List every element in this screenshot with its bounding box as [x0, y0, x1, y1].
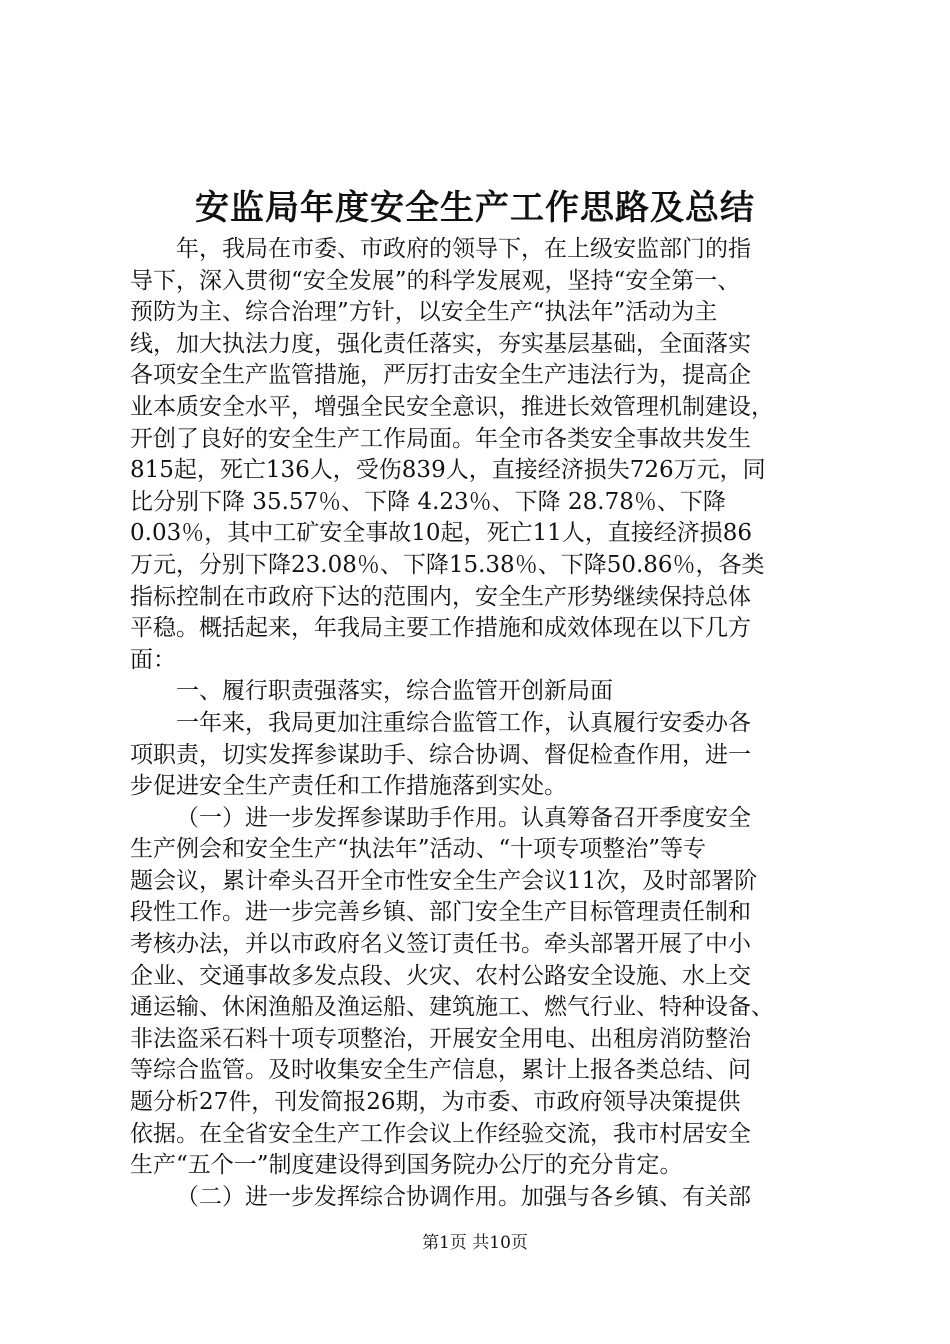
paragraph-line: 各项安全生产监管措施，严厉打击安全生产违法行为，提高企	[130, 362, 751, 389]
paragraph-line: 生产“五个一”制度建设得到国务院办公厅的充分肯定。	[130, 1152, 683, 1179]
paragraph-line: 题会议，累计牵头召开全市性安全生产会议11次，及时部署阶	[130, 867, 758, 894]
paragraph-line: 平稳。概括起来，年我局主要工作措施和成效体现在以下几方	[130, 615, 751, 642]
paragraph-line: 开创了良好的安全生产工作局面。年全市各类安全事故共发生	[130, 425, 751, 452]
paragraph-line: 步促进安全生产责任和工作措施落到实处。	[130, 773, 567, 800]
document-title: 安监局年度安全生产工作思路及总结	[195, 188, 755, 228]
paragraph-line: 等综合监管。及时收集安全生产信息，累计上报各类总结、问	[130, 1057, 751, 1084]
paragraph-line: 指标控制在市政府下达的范围内，安全生产形势继续保持总体	[130, 583, 751, 610]
paragraph-line: 线，加大执法力度，强化责任落实，夯实基层基础，全面落实	[130, 330, 751, 357]
paragraph-line: 非法盗采石料十项专项整治，开展安全用电、出租房消防整治	[130, 1025, 751, 1052]
paragraph-line: 业本质安全水平，增强全民安全意识，推进长效管理机制建设，	[130, 393, 774, 420]
page-number-footer: 第1页 共10页	[422, 1233, 528, 1253]
paragraph-line: 依据。在全省安全生产工作会议上作经验交流，我市村居安全	[130, 1120, 751, 1147]
paragraph-line: 一年来，我局更加注重综合监管工作，认真履行安委办各	[176, 709, 751, 736]
document-body	[130, 234, 828, 1213]
paragraph-line: 题分析27件，刊发简报26期，为市委、市政府领导决策提供	[130, 1089, 741, 1116]
paragraph-line: 企业、交通事故多发点段、火灾、农村公路安全设施、水上交	[130, 962, 751, 989]
paragraph-line: 815起，死亡136人，受伤839人，直接经济损失726万元，同	[130, 457, 766, 484]
paragraph-line: 考核办法，并以市政府名义签订责任书。牵头部署开展了中小	[130, 931, 751, 958]
paragraph-line: 比分别下降 35.57％、下降 4.23％、下降 28.78％、下降	[130, 488, 726, 515]
subsection-line: （一）进一步发挥参谋助手作用。认真筹备召开季度安全	[176, 804, 751, 831]
subsection-line: （二）进一步发挥综合协调作用。加强与各乡镇、有关部	[176, 1183, 751, 1210]
paragraph-line: 万元，分别下降23.08％、下降15.38％、下降50.86％，各类	[130, 551, 765, 578]
paragraph-line: 年，我局在市委、市政府的领导下，在上级安监部门的指	[176, 236, 751, 262]
paragraph-line: 0.03％，其中工矿安全事故10起，死亡11人，直接经济损86	[130, 520, 753, 547]
paragraph-line: 面：	[130, 646, 176, 673]
paragraph-line: 预防为主、综合治理”方针，以安全生产“执法年”活动为主	[130, 299, 718, 326]
paragraph-line: 导下，深入贯彻“安全发展”的科学发展观，坚持“安全第一、	[130, 267, 741, 294]
section-heading: 一、履行职责强落实，综合监管开创新局面	[176, 678, 613, 705]
paragraph-line: 通运输、休闲渔船及渔运船、建筑施工、燃气行业、特种设备、	[130, 994, 774, 1021]
paragraph-line: 生产例会和安全生产“执法年”活动、“十项专项整治”等专	[130, 836, 707, 863]
paragraph-line: 段性工作。进一步完善乡镇、部门安全生产目标管理责任制和	[130, 899, 751, 926]
paragraph-line: 项职责，切实发挥参谋助手、综合协调、督促检查作用，进一	[130, 741, 751, 768]
